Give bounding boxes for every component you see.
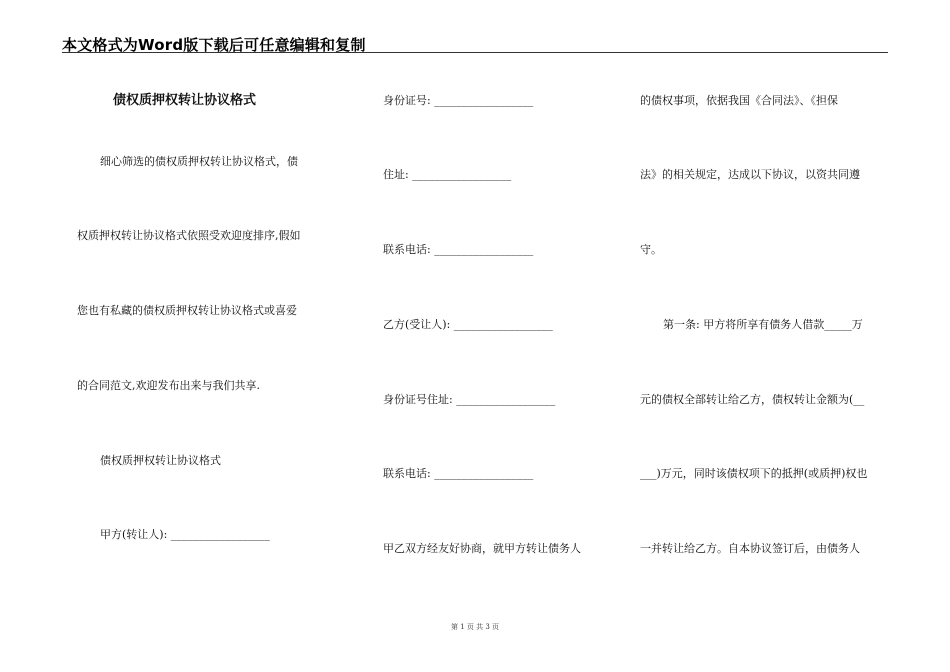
paragraph-line: 甲乙双方经友好协商，就甲方转让债务人 [383,542,581,555]
party-a-field: 甲方(转让人): __________________ [100,528,270,541]
document-header: 本文格式为Word版下载后可任意编辑和复制 [62,36,366,54]
party-b-field: 乙方(受让人): __________________ [383,318,553,331]
paragraph-line: 的债权事项，依据我国《合同法》、《担保 [640,94,838,107]
article-line: 第一条: 甲方将所享有债务人借款_____万 [663,318,863,331]
paragraph-line: 权质押权转让协议格式依照受欢迎度排序,假如 [77,229,301,242]
phone-field: 联系电话: __________________ [383,467,534,480]
address-field: 住址: __________________ [383,168,512,181]
paragraph-line: 守。 [640,243,662,256]
page-number: 第 1 页 共 3 页 [450,623,500,631]
id-address-field: 身份证号住址: __________________ [383,393,556,406]
id-number-field: 身份证号: __________________ [383,94,534,107]
paragraph-line: 元的债权全部转让给乙方，债权转让金额为(__ [640,393,865,406]
paragraph-line: 的合同范文,欢迎发布出来与我们共享. [77,379,260,392]
phone-field: 联系电话: __________________ [383,243,534,256]
document-title: 债权质押权转让协议格式 [113,93,257,108]
paragraph-line: 细心筛选的债权质押权转让协议格式，债 [100,155,298,168]
paragraph-line: 法》的相关规定，达成以下协议，以资共同遵 [640,168,860,181]
section-heading: 债权质押权转让协议格式 [100,454,221,467]
paragraph-line: ___)万元，同时该债权项下的抵押(或质押)权也 [640,467,868,480]
header-divider [62,52,888,53]
paragraph-line: 您也有私藏的债权质押权转让协议格式或喜爱 [77,304,297,317]
paragraph-line: 一并转让给乙方。自本协议签订后，由债务人 [640,542,860,555]
